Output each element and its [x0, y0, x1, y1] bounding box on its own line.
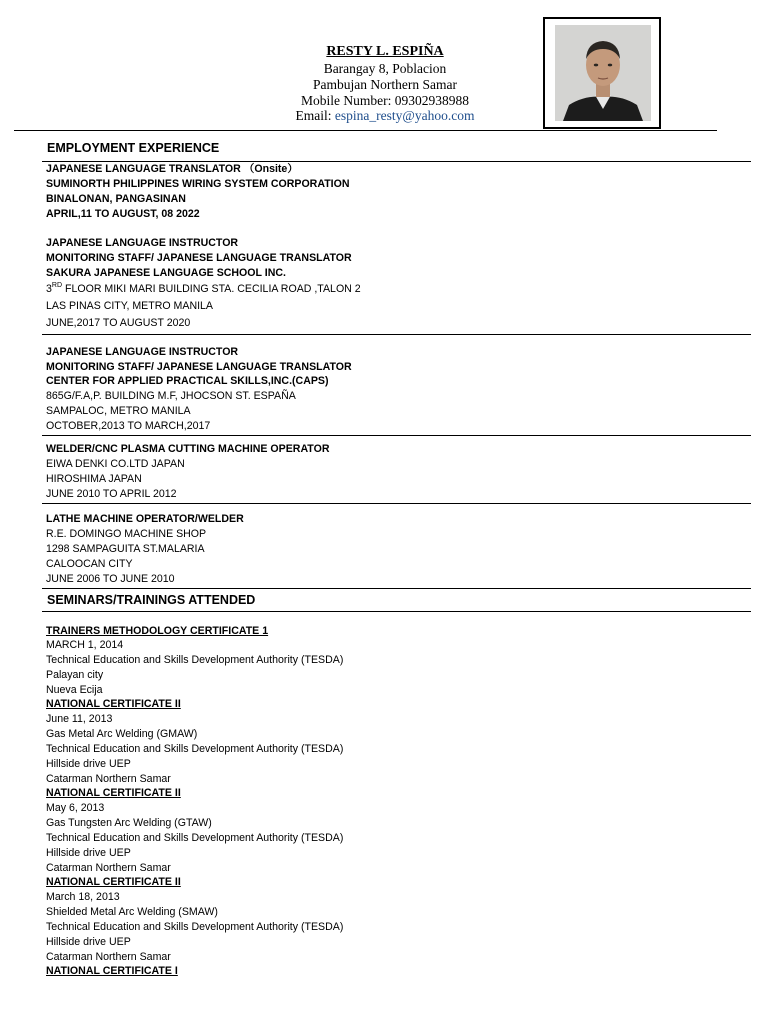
- email-link[interactable]: espina_resty@yahoo.com: [334, 108, 475, 123]
- header-divider: [14, 130, 717, 131]
- training4-course: Shielded Metal Arc Welding (SMAW): [46, 906, 218, 918]
- training1-org: Technical Education and Skills Development Authority (TESDA): [46, 654, 344, 666]
- training3-place2: Catarman Northern Samar: [46, 862, 171, 874]
- job4-dates: JUNE 2010 TO APRIL 2012: [46, 488, 177, 500]
- job2-role: MONITORING STAFF/ JAPANESE LANGUAGE TRANSLATOR: [46, 252, 352, 264]
- job1-dates: APRIL,11 TO AUGUST, 08 2022: [46, 208, 200, 220]
- applicant-name: RESTY L. ESPIÑA: [326, 44, 444, 59]
- job2-address: 3RD FLOOR MIKI MARI BUILDING STA. CECILIA ROAD ,TALON 2: [46, 282, 361, 295]
- training3-date: May 6, 2013: [46, 802, 105, 814]
- job5-title: LATHE MACHINE OPERATOR/WELDER: [46, 513, 244, 525]
- job3-company: CENTER FOR APPLIED PRACTICAL SKILLS,INC.(CAPS): [46, 375, 329, 387]
- job-divider: [42, 334, 751, 335]
- training1-place2: Nueva Ecija: [46, 684, 103, 696]
- job4-title: WELDER/CNC PLASMA CUTTING MACHINE OPERATOR: [46, 443, 330, 455]
- job3-dates: OCTOBER,2013 TO MARCH,2017: [46, 420, 211, 432]
- training2-date: June 11, 2013: [46, 713, 113, 725]
- training3-place1: Hillside drive UEP: [46, 847, 131, 859]
- training4-title: NATIONAL CERTIFICATE II: [46, 876, 181, 888]
- training2-course: Gas Metal Arc Welding (GMAW): [46, 728, 198, 740]
- mobile-number: Mobile Number: 09302938988: [301, 93, 469, 108]
- job5-address: 1298 SAMPAGUITA ST.MALARIA: [46, 543, 205, 555]
- training2-title: NATIONAL CERTIFICATE II: [46, 698, 181, 710]
- training4-org: Technical Education and Skills Development Authority (TESDA): [46, 921, 344, 933]
- training3-title: NATIONAL CERTIFICATE II: [46, 787, 181, 799]
- training4-place2: Catarman Northern Samar: [46, 951, 171, 963]
- training4-place1: Hillside drive UEP: [46, 936, 131, 948]
- training2-place2: Catarman Northern Samar: [46, 773, 171, 785]
- job-divider: [42, 435, 751, 436]
- section-divider: [42, 611, 751, 612]
- section-divider: [42, 161, 751, 162]
- job2-dates: JUNE,2017 TO AUGUST 2020: [46, 317, 191, 329]
- job1-title: JAPANESE LANGUAGE TRANSLATOR （Onsite）: [46, 163, 298, 175]
- job4-city: HIROSHIMA JAPAN: [46, 473, 142, 485]
- job-divider: [42, 503, 751, 504]
- job1-company: SUMINORTH PHILIPPINES WIRING SYSTEM CORPORATION: [46, 178, 350, 190]
- address-line-2: Pambujan Northern Samar: [313, 77, 457, 92]
- job4-company: EIWA DENKI CO.LTD JAPAN: [46, 458, 185, 470]
- section-employment-experience: EMPLOYMENT EXPERIENCE: [47, 141, 220, 155]
- job5-dates: JUNE 2006 TO JUNE 2010: [46, 573, 175, 585]
- job5-city: CALOOCAN CITY: [46, 558, 133, 570]
- job3-city: SAMPALOC, METRO MANILA: [46, 405, 191, 417]
- job2-title: JAPANESE LANGUAGE INSTRUCTOR: [46, 237, 239, 249]
- job3-role: MONITORING STAFF/ JAPANESE LANGUAGE TRANSLATOR: [46, 361, 352, 373]
- email-label: Email:: [295, 108, 332, 123]
- job5-company: R.E. DOMINGO MACHINE SHOP: [46, 528, 207, 540]
- training1-place1: Palayan city: [46, 669, 104, 681]
- address-line-1: Barangay 8, Poblacion: [323, 61, 447, 76]
- portrait-image: [555, 25, 651, 121]
- job2-city: LAS PINAS CITY, METRO MANILA: [46, 300, 213, 312]
- job3-title: JAPANESE LANGUAGE INSTRUCTOR: [46, 346, 239, 358]
- training5-title: NATIONAL CERTIFICATE I: [46, 965, 178, 977]
- training3-course: Gas Tungsten Arc Welding (GTAW): [46, 817, 212, 829]
- section-divider: [42, 588, 751, 589]
- job2-company: SAKURA JAPANESE LANGUAGE SCHOOL INC.: [46, 267, 286, 279]
- training2-place1: Hillside drive UEP: [46, 758, 131, 770]
- training2-org: Technical Education and Skills Development Authority (TESDA): [46, 743, 344, 755]
- profile-photo: [543, 17, 661, 129]
- email-line: [230, 108, 540, 124]
- training4-date: March 18, 2013: [46, 891, 120, 903]
- training1-title: TRAINERS METHODOLOGY CERTIFICATE 1: [46, 625, 269, 637]
- section-seminars-trainings: SEMINARS/TRAININGS ATTENDED: [47, 593, 256, 607]
- job3-address: 865G/F.A,P. BUILDING M.F, JHOCSON ST. ESPAÑA: [46, 390, 296, 402]
- job1-location: BINALONAN, PANGASINAN: [46, 193, 186, 205]
- training3-org: Technical Education and Skills Development Authority (TESDA): [46, 832, 344, 844]
- training1-date: MARCH 1, 2014: [46, 639, 124, 651]
